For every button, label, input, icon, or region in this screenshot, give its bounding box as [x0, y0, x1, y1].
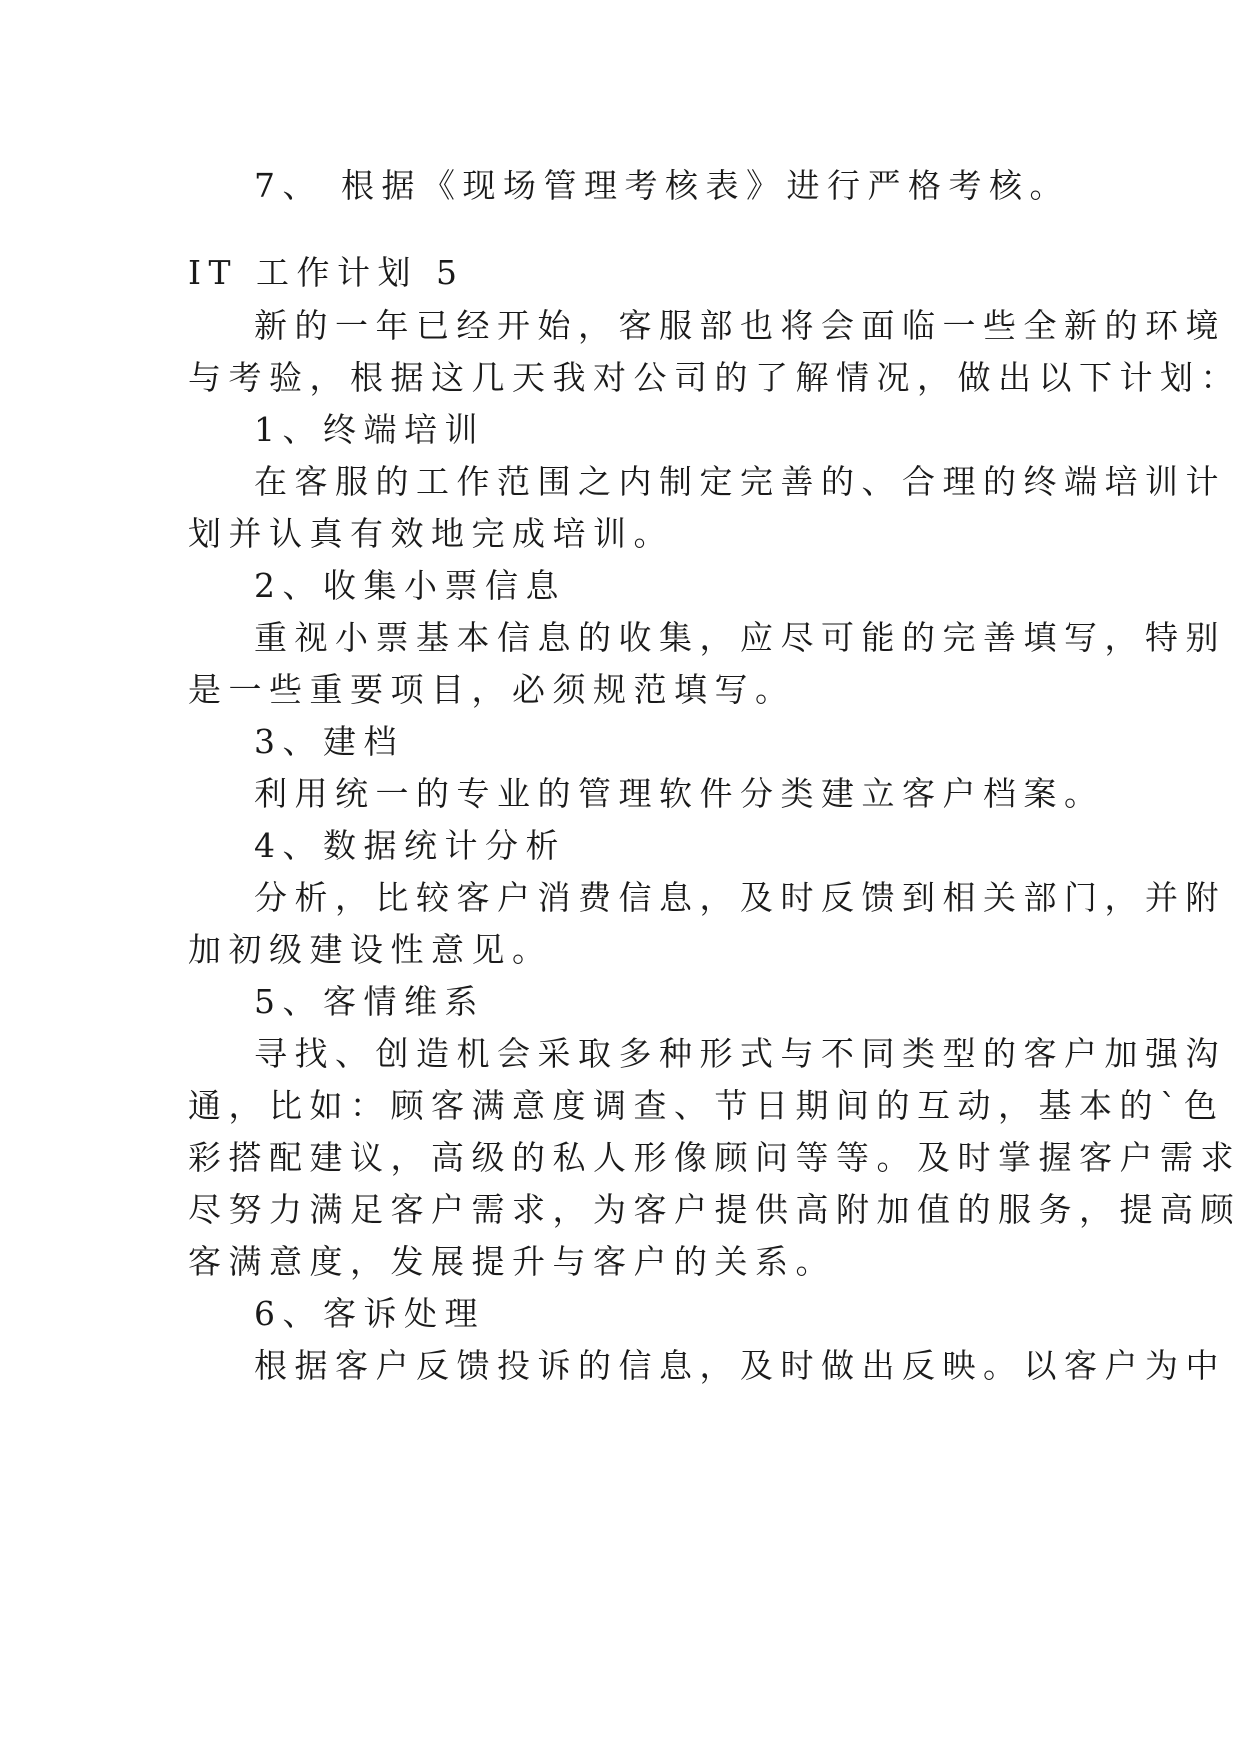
item-3-text: 利用统一的专业的管理软件分类建立客户档案。 — [254, 774, 1105, 813]
intro-paragraph-line-1: 新的一年已经开始，客服部也将会面临一些全新的环境 — [254, 306, 1226, 345]
item-5-heading: 5、客情维系 — [254, 982, 485, 1021]
item-1-text-line-1: 在客服的工作范围之内制定完善的、合理的终端培训计 — [254, 462, 1226, 501]
item-6-text-line-1: 根据客户反馈投诉的信息，及时做出反映。以客户为中 — [254, 1346, 1226, 1385]
item-3-heading: 3、建档 — [254, 722, 404, 761]
item-4-text-line-2: 加初级建设性意见。 — [188, 930, 553, 969]
item-5-text-line-3: 彩搭配建议，高级的私人形像顾问等等。及时掌握客户需求 — [188, 1138, 1241, 1177]
item-5-text-line-5: 客满意度，发展提升与客户的关系。 — [188, 1242, 836, 1281]
item-4-heading: 4、数据统计分析 — [254, 826, 566, 865]
item-2-text-line-1: 重视小票基本信息的收集，应尽可能的完善填写，特别 — [254, 618, 1226, 657]
item-5-text-line-1: 寻找、创造机会采取多种形式与不同类型的客户加强沟 — [254, 1034, 1226, 1073]
item-2-heading: 2、收集小票信息 — [254, 566, 566, 605]
item-2-text-line-2: 是一些重要项目，必须规范填写。 — [188, 670, 796, 709]
section-heading: IT 工作计划 5 — [188, 253, 465, 292]
list-item-7: 7、 根据《现场管理考核表》进行严格考核。 — [254, 166, 1070, 205]
item-5-text-line-2: 通，比如：顾客满意度调查、节日期间的互动，基本的`色 — [188, 1086, 1225, 1125]
item-1-heading: 1、终端培训 — [254, 410, 485, 449]
item-4-text-line-1: 分析，比较客户消费信息，及时反馈到相关部门，并附 — [254, 878, 1226, 917]
item-1-text-line-2: 划并认真有效地完成培训。 — [188, 514, 674, 553]
intro-paragraph-line-2: 与考验，根据这几天我对公司的了解情况，做出以下计划： — [188, 358, 1241, 397]
item-5-text-line-4: 尽努力满足客户需求，为客户提供高附加值的服务，提高顾 — [188, 1190, 1241, 1229]
item-6-heading: 6、客诉处理 — [254, 1294, 485, 1333]
